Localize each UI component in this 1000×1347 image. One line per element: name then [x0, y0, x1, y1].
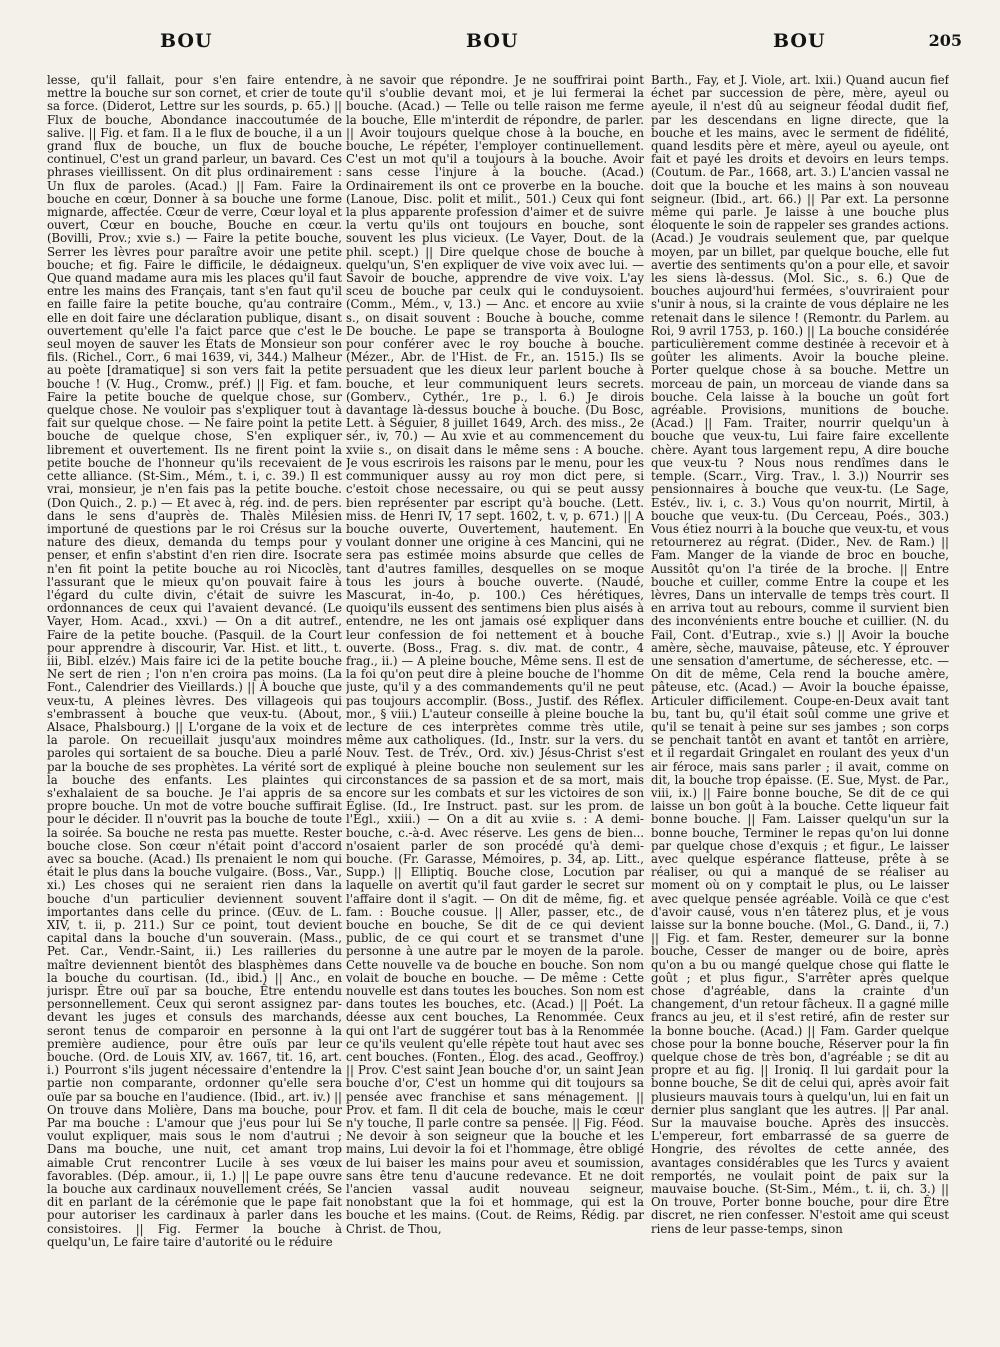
page-number: 205: [928, 31, 962, 50]
column-text: lesse, qu'il fallait, pour s'en faire entendre, mettre la bouche sur son cornet, et crier de toute sa force. (Diderot, Lettre sur les sourds, p. 65.) || Flux de bouche, Abondance inaccoutumée de salive. || Fig. et fam. Il a le flux de bouche, il a un grand flux de bouche, un flux de bouche continuel, C'est un grand parleur, un bavard. Ces phrases vieillissent. On dit plus ordinairement : Un flux de paroles. (Acad.) || Fam. Faire la bouche en cœur, Donner à sa bouche une forme mignarde, affectée. Cœur de verre, Cœur loyal et ouvert, Cœur en bouche, Bouche en cœur. (Bovilli, Prov.; xvie s.) — Faire la petite bouche, Serrer les lèvres pour paraître avoir une petite bouche; et fig. Faire le difficile, le dédaigneux. Que quand madame aura mis les places qu'il faut entre les mains des Français, tant s'en faut qu'il en faille faire la petite bouche, qu'au contraire elle en doit faire une déclaration publique, disant ouvertement qu'elle l'a faict parce que c'est le seul moyen de sauver les États de Monsieur son fils. (Richel., Corr., 6 mai 1639, vi, 344.) Malheur au poète [dramatique] si son vers fait la petite bouche ! (V. Hug., Cromw., préf.) || Fig. et fam. Faire la petite bouche de quelque chose, sur quelque chose. Ne vouloir pas s'expliquer tout à fait sur quelque chose. — Ne faire point la petite bouche de quelque chose, S'en expliquer librement et ouvertement. Ils ne firent point la petite bouche de l'honneur qu'ils recevaient de cette alliance. (St-Sim., Mém., t. i, c. 39.) Il est vrai, monsieur, je n'en fais pas la petite bouche. (Don Quich., 2. p.) — Et avec à, rég. ind. de pers. dans le sens d'auprès de. Thalès Milésien importuné de questions par le roi Crésus sur la nature des dieux, demanda du temps pour y penser, et enfin s'abstint d'en rien dire. Isocrate n'en fit point la petite bouche au roi Nicoclès, l'assurant que le mieux qu'on pouvait faire à l'égard du culte divin, c'était de suivre les ordonnances de ceux qui l'avaient devancé. (Le Vayer, Hom. Acad., xxvi.) — On a dit autref., Faire de la petite bouche. (Pasquil. de la Court pour apprendre à discourir, Var. Hist. et litt., t. iii, Bibl. elzév.) Mais faire ici de la petite bouche Ne sert de rien ; l'on n'en croira pas moins. (La Font., Calendrier des Vieillards.) || À bouche que veux-tu, A pleines lèvres. Des villageois qui s'embrassent à bouche que veux-tu. (About, Alsace, Phalsbourg.) || L'organe de la voix et de la parole. On recueillait jusqu'aux moindres paroles qui sortaient de sa bouche. Dieu a parlé par la bouche de ses prophètes. La vérité sort de la bouche des enfants. Les plaintes qui s'exhalaient de sa bouche. Je l'ai appris de sa propre bouche. Un mot de votre bouche suffirait pour le décider. Il n'ouvrit pas la bouche de toute la soirée. Sa bouche ne resta pas muette. Rester bouche close. Son cœur n'était point d'accord avec sa bouche. (Acad.) Ils prenaient le nom qui était le plus dans la bouche vulgaire. (Boss., Var., xi.) Les choses qui ne seraient rien dans la bouche d'un particulier deviennent souvent importantes dans celle du prince. (Œuv. de L. XIV, t. ii, p. 211.) Sur ce point, tout devient capital dans la bouche d'un souverain. (Mass., Pet. Car., Vendr.-Saint, ii.) Les railleries du maître deviennent bientôt des blasphèmes dans la bouche du courtisan. (Id., ibid.) || Anc., en jurispr. Être ouï par sa bouche, Être entendu personnellement. Ceux qui seront assignez par-devant les juges et consuls des marchands, seront tenus de comparoir en personne à la première audience, pour être ouïs par leur bouche. (Ord. de Louis XIV, av. 1667, tit. 16, art. i.) Pourront s'ils jugent nécessaire d'entendre la partie non comparante, ordonner qu'elle sera ouïe par sa bouche en l'audience. (Ibid., art. iv.) || On trouve dans Molière, Dans ma bouche, pour Par ma bouche : L'amour que j'eus pour lui Se voulut expliquer, mais sous le nom d'autrui ; Dans ma bouche, une nuit, cet amant trop aimable Crut rencontrer Lucile à ses vœux favorables. (Dép. amour., ii, 1.) || Le pape ouvre la bouche aux cardinaux nouvellement créés, Se dit en parlant de la cérémonie que le pape fait pour autoriser les cardinaux à parler dans les consistoires. || Fig. Fermer la bouche à quelqu'un, Le faire taire d'autorité ou le réduire: [47, 74, 342, 1249]
column-text: Barth., Fay, et J. Viole, art. lxii.) Quand aucun fief échet par succession de père, mère, ayeul ou ayeule, il n'est dû au seigneur féodal dudit fief, par les descendans en ligne directe, que la bouche et les mains, avec le serment de fidélité, quand lesdits père et mère, ayeul ou ayeule, ont fait et payé les droits et devoirs en leurs temps. (Coutum. de Par., 1668, art. 3.) L'ancien vassal ne doit que la bouche et les mains à son nouveau seigneur. (Ibid., art. 66.) || Par ext. La personne même qui parle. Je laisse à une bouche plus éloquente le soin de rappeler ses grandes actions. (Acad.) Je voudrais seulement que, par quelque moyen, par un billet, par quelque bouche, elle fut avertie des sentiments qu'on a pour elle, et savoir les siens là-dessus. (Mol. Sic., s. 6.) Que de bouches aujourd'hui fermées, s'ouvriraient pour s'unir à nous, si la crainte de vous déplaire ne les retenait dans le silence ! (Remontr. du Parlem. au Roi, 9 avril 1753, p. 160.) || La bouche considérée particulièrement comme destinée à recevoir et à goûter les aliments. Avoir la bouche pleine. Porter quelque chose à sa bouche. Mettre un morceau de pain, un morceau de viande dans sa bouche. Cela laisse à la bouche un goût fort agréable. Provisions, munitions de bouche. (Acad.) || Fam. Traiter, nourrir quelqu'un à bouche que veux-tu, Lui faire faire excellente chère. Ayant tous largement repu, A dire bouche que veux-tu ? Nous nous rendîmes dans le temple. (Scarr., Virg. Trav., l. 3.)) Nourrir ses pensionnaires à bouche que veux-tu. (Le Sage, Estév., liv. i, c. 3.) Vous qu'on nourrit, Mirtil, à bouche que veux-tu. (Du Cerceau, Poés., 303.) Vous étiez nourri à la bouche que veux-tu, et vous retournerez au régrat. (Dider., Nev. de Ram.) || Fam. Manger de la viande de broc en bouche, Aussitôt qu'on l'a tirée de la broche. || Entre bouche et cuiller, comme Entre la coupe et les lèvres, Dans un intervalle de temps très court. Il en arriva tout au rebours, comme il survient bien des inconvénients entre bouche et cuillier. (N. du Fail, Cont. d'Eutrap., xvie s.) || Avoir la bouche amère, sèche, mauvaise, pâteuse, etc. Y éprouver une sensation d'amertume, de sécheresse, etc. — On dit de même, Cela rend la bouche amère, pâteuse, etc. (Acad.) — Avoir la bouche épaisse, Articuler difficilement. Coupe-en-Deux avait tant bu, tant bu, qu'il était soûl comme une grive et qu'il se tenait à peine sur ses jambes ; son corps se penchait tantôt en avant et tantôt en arrière, et il regardait Gringalet en roulant des yeux d'un air féroce, mais sans parler ; il avait, comme on dit, la bouche trop épaisse. (E. Sue, Myst. de Par., viii, ix.) || Faire bonne bouche, Se dit de ce qui laisse un bon goût à la bouche. Cette liqueur fait bonne bouche. || Fam. Laisser quelqu'un sur la bonne bouche, Terminer le repas qu'on lui donne par quelque chose d'exquis ; et figur., Le laisser avec quelque espérance flatteuse, prête à se réaliser, ou qui a manqué de se réaliser au moment où on y comptait le plus, ou Le laisser avec quelque pensée agréable. Voilà ce que c'est d'avoir causé, vous n'en tâterez plus, et je vous laisse sur la bonne bouche. (Mol., G. Dand., ii, 7.) || Fig. et fam. Rester, demeurer sur la bonne bouche, Cesser de manger ou de boire, après qu'on a bu ou mangé quelque chose qui flatte le goût ; et plus figur., S'arrêter après quelque chose d'agréable, dans la crainte d'un changement, d'un retour fâcheux. Il a gagné mille francs au jeu, et il s'est retiré, afin de rester sur la bonne bouche. (Acad.) || Fam. Garder quelque chose pour la bonne bouche, Réserver pour la fin quelque chose de très bon, d'agréable ; se dit au propre et au fig. || Ironiq. Il lui gardait pour la bonne bouche, Se dit de celui qui, après avoir fait plusieurs mauvais tours à quelqu'un, lui en fait un dernier plus sanglant que les autres. || Par anal. Sur la mauvaise bouche. Après des insuccès. L'empereur, fort embarrassé de sa guerre de Hongrie, des révoltes de cette année, des avantages considérables que les Turcs y avaient remportés, ne voulait point de paix sur la mauvaise bouche. (St-Sim., Mém., t. ii, ch. 3.) || On trouve, Porter bonne bouche, pour dire Être discret, ne rien confesser. N'estoit ame qui sceust riens de leur passe-temps, sinon: [651, 74, 949, 1236]
running-head-left: BOU: [160, 30, 213, 52]
text-column-left: [47, 74, 342, 1309]
column-text: à ne savoir que répondre. Je ne souffrirai point qu'il s'oublie devant moi, et je lui fermerai la bouche. (Acad.) — Telle ou telle raison me ferme la bouche, Elle m'interdit de répondre, de parler. || Avoir toujours quelque chose à la bouche, en bouche, Le répéter, l'employer continuellement. C'est un mot qu'il a toujours à la bouche. Avoir sans cesse l'injure à la bouche. (Acad.) Ordinairement ils ont ce proverbe en la bouche. (Lanoue, Disc. polit et milit., 501.) Ceux qui font la plus apparente profession d'aimer et de suivre la vertu qu'ils ont toujours en bouche, sont souvent les plus vicieux. (Le Vayer, Dout. de la phil. scept.) || Dire quelque chose de bouche à quelqu'un, S'en expliquer de vive voix avec lui. — Savoir de bouche, apprendre de vive voix. L'ay sceu de bouche par ceulx qui le conduysoient. (Comm., Mém., v, 13.) — Anc. et encore au xviie s., on disait souvent : Bouche à bouche, comme De bouche. Le pape se transporta à Boulogne pour conférer avec le roy bouche à bouche. (Mézer., Abr. de l'Hist. de Fr., an. 1515.) Ils se persuadent que les dieux leur parlent bouche à bouche, et leur communiquent leurs secrets. (Gomberv., Cythér., 1re p., l. 6.) Je dirois davantage là-dessus bouche à bouche. (Du Bosc, Lett. à Séguier, 8 juillet 1649, Arch. des miss., 2e sér., iv, 70.) — Au xvie et au commencement du xviie s., on disait dans le même sens : A bouche. Je vous escrirois les raisons par le menu, pour les communiquer aussy au roy mon dict pere, si c'estoit chose necessaire, ou qui se peut aussy bien représenter par escript qu'à bouche. (Lett. miss. de Henri IV, 17 sept. 1602, t. v, p. 671.) || A bouche ouverte, Ouvertement, hautement. En voulant donner une origine à ces Mancini, qui ne sera pas estimée moins absurde que celles de tant d'autres familles, desquelles on se moque tous les jours à bouche ouverte. (Naudé, Mascurat, in-4o, p. 100.) Ces hérétiques, quoiqu'ils eussent des sentimens bien plus aisés à entendre, ne les ont jamais osé expliquer dans leur confession de foi nettement et à bouche ouverte. (Boss., Frag. s. div. mat. de contr., 4 frag., ii.) — A pleine bouche, Même sens. Il est de la foi qu'on peut dire à pleine bouche de l'homme juste, qu'il y a des commandements qu'il ne peut pas toujours accomplir. (Boss., Justif. des Réflex. mor., § viii.) L'auteur conseille à pleine bouche la lecture de ces interprètes comme très utile, même aux catholiques. (Id., Instr. sur la vers. du Nouv. Test. de Trév., Ord. xiv.) Jésus-Christ s'est expliqué à pleine bouche non seulement sur les circonstances de sa passion et de sa mort, mais encore sur les combats et sur les victoires de son Église. (Id., Ire Instruct. past. sur les prom. de l'Égl., xxiii.) — On a dit au xviie s. : A demi-bouche, c.-à-d. Avec réserve. Les gens de bien... n'osaient parler de son procédé qu'à demi-bouche. (Fr. Garasse, Mémoires, p. 34, ap. Litt., Supp.) || Elliptiq. Bouche close, Locution par laquelle on avertit qu'il faut garder le secret sur l'affaire dont il s'agit. — On dit de même, fig. et fam. : Bouche cousue. || Aller, passer, etc., de bouche en bouche, Se dit de ce qui devient public, de ce qui court et se transmet d'une personne à une autre par le moyen de la parole. Cette nouvelle va de bouche en bouche. Son nom volait de bouche en bouche. — De même : Cette nouvelle est dans toutes les bouches. Son nom est dans toutes les bouches, etc. (Acad.) || Poét. La déesse aux cent bouches, La Renommée. Ceux qui ont l'art de suggérer tout bas à la Renommée ce qu'ils veulent qu'elle répète tout haut avec ses cent bouches. (Fonten., Élog. des acad., Geoffroy.) || Prov. C'est saint Jean bouche d'or, un saint Jean bouche d'or, C'est un homme qui dit toujours sa pensée avec franchise et sans ménagement. || Prov. et fam. Il dit cela de bouche, mais le cœur n'y touche, Il parle contre sa pensée. || Fig. Féod. Ne devoir à son seigneur que la bouche et les mains, Lui devoir la foi et l'hommage, être obligé de lui baiser les mains pour aveu et soumission, sans être tenu d'aucune redevance. Et ne doit l'ancien vassal audit nouveau seigneur, nonobstant que la foi et hommage, qui est la bouche et les mains. (Cout. de Reims, Rédig. par Christ. de Thou,: [346, 74, 644, 1236]
running-head-center: BOU: [466, 30, 519, 52]
text-column-middle: [346, 74, 644, 1309]
running-head-right: BOU: [773, 30, 826, 52]
text-column-right: [651, 74, 949, 1309]
